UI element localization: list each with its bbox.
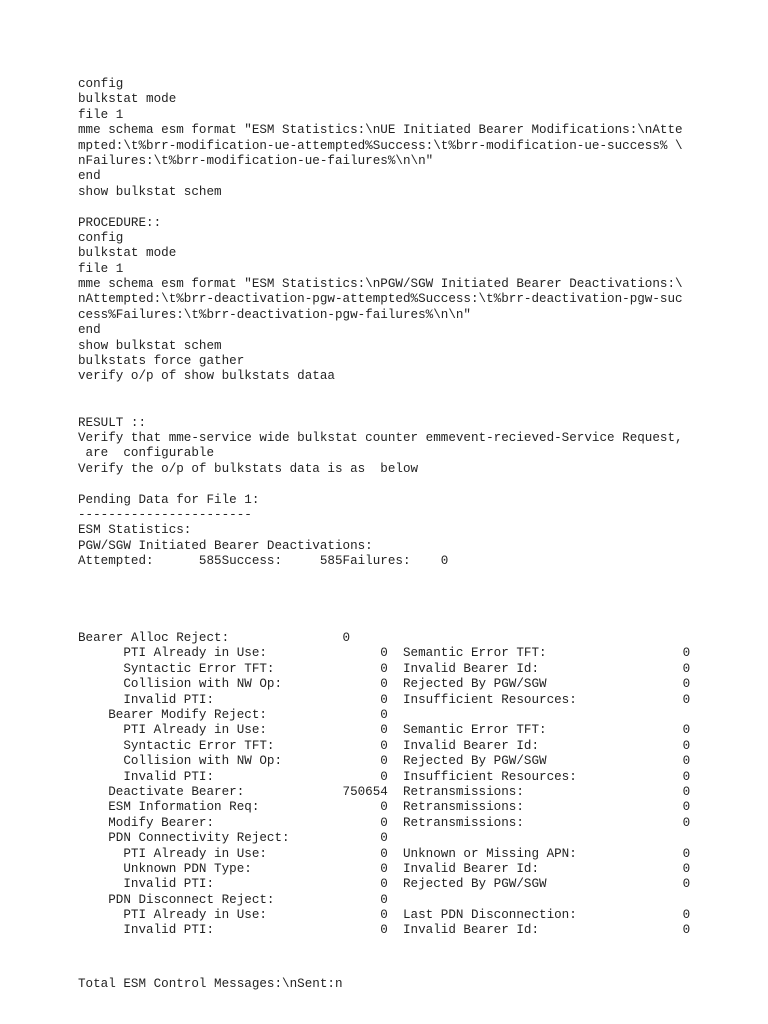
document-page [78, 77, 758, 992]
pending-data-block [78, 493, 758, 570]
result-line: are configurable [78, 446, 215, 461]
pending-divider: ----------------------- [78, 507, 252, 522]
procedure-line: end [78, 323, 101, 338]
stats-line: ESM Information Req: 0 Retransmissions: 0 [78, 800, 691, 815]
config-line: file 1 [78, 107, 124, 122]
esm-stats-block [78, 631, 758, 939]
stats-line: Invalid PTI: 0 Rejected By PGW/SGW 0 [78, 877, 691, 892]
result-heading: RESULT :: [78, 415, 147, 430]
stats-line: PTI Already in Use: 0 Semantic Error TFT: 0 [78, 646, 691, 661]
procedure-line: verify o/p of show bulkstats dataa [78, 369, 335, 384]
pending-line: PGW/SGW Initiated Bearer Deactivations: [78, 538, 373, 553]
procedure-block [78, 216, 758, 385]
procedure-line: file 1 [78, 261, 124, 276]
procedure-line: bulkstats force gather [78, 354, 245, 369]
stats-line: Unknown PDN Type: 0 Invalid Bearer Id: 0 [78, 861, 691, 876]
stats-line: Invalid PTI: 0 Invalid Bearer Id: 0 [78, 923, 691, 938]
config-line: nFailures:\t%brr-modification-ue-failures%\n\n" [78, 153, 434, 168]
total-esm-line: Total ESM Control Messages:\nSent:n [78, 976, 343, 991]
config-block [78, 77, 758, 200]
stats-line: Collision with NW Op: 0 Rejected By PGW/SGW 0 [78, 677, 691, 692]
procedure-heading: PROCEDURE:: [78, 215, 162, 230]
stats-line: Bearer Modify Reject: 0 [78, 708, 388, 723]
config-line: mpted:\t%brr-modification-ue-attempted%Success:\t%brr-modification-ue-success% \ [78, 138, 683, 153]
stats-line: PTI Already in Use: 0 Semantic Error TFT: 0 [78, 723, 691, 738]
stats-line: Invalid PTI: 0 Insufficient Resources: 0 [78, 692, 691, 707]
stats-line: Collision with NW Op: 0 Rejected By PGW/SGW 0 [78, 754, 691, 769]
stats-line: PTI Already in Use: 0 Unknown or Missing APN: 0 [78, 846, 691, 861]
config-line: end [78, 169, 101, 184]
config-line: bulkstat mode [78, 92, 177, 107]
stats-line: PDN Connectivity Reject: 0 [78, 831, 388, 846]
stats-line: PDN Disconnect Reject: 0 [78, 892, 388, 907]
config-line: mme schema esm format "ESM Statistics:\nUE Initiated Bearer Modifications:\nAtte [78, 123, 683, 138]
stats-line: Modify Bearer: 0 Retransmissions: 0 [78, 815, 691, 830]
procedure-line: nAttempted:\t%brr-deactivation-pgw-attempted%Success:\t%brr-deactivation-pgw-suc [78, 292, 683, 307]
stats-line: Bearer Alloc Reject: 0 [78, 631, 351, 646]
result-line: Verify that mme-service wide bulkstat counter emmevent-recieved-Service Request, [78, 430, 683, 445]
stats-line: Syntactic Error TFT: 0 Invalid Bearer Id: 0 [78, 661, 691, 676]
procedure-line: show bulkstat schem [78, 338, 222, 353]
stats-line: Syntactic Error TFT: 0 Invalid Bearer Id: 0 [78, 738, 691, 753]
config-line: config [78, 77, 124, 91]
pending-line: ESM Statistics: [78, 523, 192, 538]
pending-heading: Pending Data for File 1: [78, 492, 260, 507]
stats-line: Deactivate Bearer: 750654 Retransmissions: 0 [78, 784, 691, 799]
procedure-line: config [78, 230, 124, 245]
pending-line: Attempted: 585Success: 585Failures: 0 [78, 554, 449, 569]
stats-line: Invalid PTI: 0 Insufficient Resources: 0 [78, 769, 691, 784]
procedure-line: cess%Failures:\t%brr-deactivation-pgw-failures%\n\n" [78, 307, 471, 322]
config-line: show bulkstat schem [78, 184, 222, 199]
stats-line: PTI Already in Use: 0 Last PDN Disconnection: 0 [78, 908, 691, 923]
result-line: Verify the o/p of bulkstats data is as below [78, 461, 419, 476]
procedure-line: bulkstat mode [78, 246, 177, 261]
procedure-line: mme schema esm format "ESM Statistics:\nPGW/SGW Initiated Bearer Deactivations:\ [78, 277, 683, 292]
result-block [78, 416, 758, 478]
